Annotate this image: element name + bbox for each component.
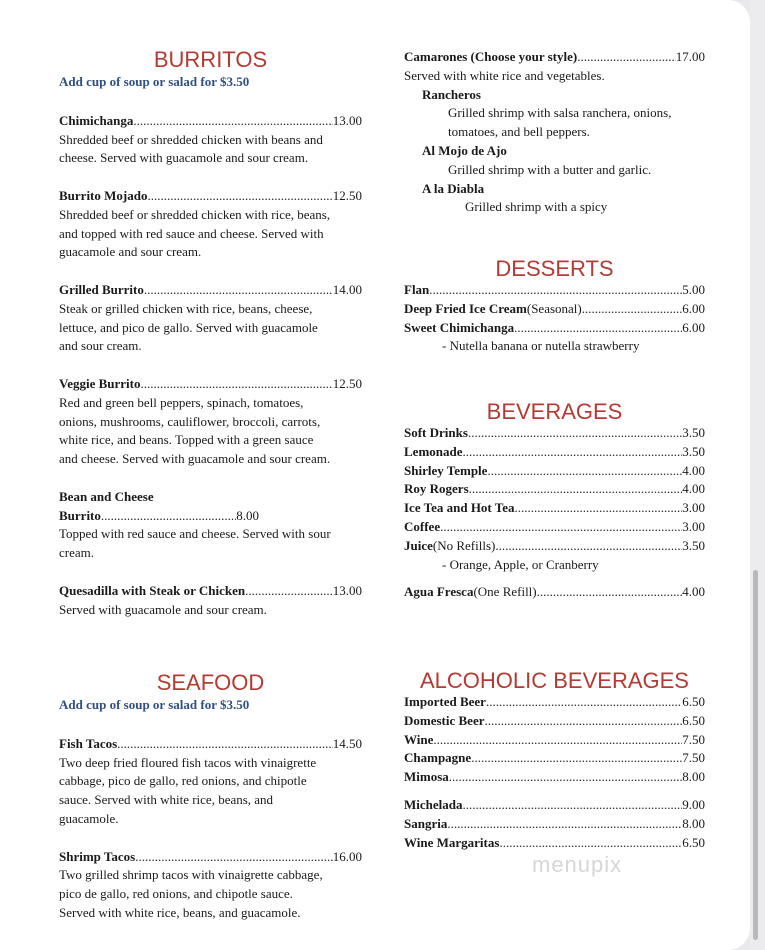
item-price: 14.00 <box>332 281 362 297</box>
menu-item <box>404 480 705 499</box>
menu-item-row <box>404 731 705 750</box>
item-group <box>404 796 705 852</box>
dot-leader <box>537 583 683 602</box>
item-price: 6.00 <box>682 319 705 335</box>
item-description: cream. <box>59 545 95 561</box>
item-price: 4.00 <box>682 584 705 600</box>
item-group <box>404 693 705 787</box>
dot-leader <box>515 499 683 518</box>
item-description: cabbage, pico de gallo, red onions, and chipotle <box>59 773 307 789</box>
menu-item-row <box>404 518 705 537</box>
item-price: 12.50 <box>332 187 362 203</box>
menu-item <box>59 375 362 469</box>
item-name: Ice Tea and Hot Tea <box>404 500 515 516</box>
item-note: - Nutella banana or nutella strawberry <box>442 338 640 354</box>
dot-leader <box>487 462 682 481</box>
menu-item <box>404 749 705 768</box>
item-name: Deep Fried Ice Cream <box>404 300 527 316</box>
item-price: 6.50 <box>682 694 705 709</box>
item-price: 17.00 <box>675 49 705 64</box>
item-price: 16.00 <box>332 848 362 864</box>
menu-item <box>404 300 705 319</box>
menu-item <box>404 712 705 731</box>
item-description: cheese. Served with guacamole and sour cream. <box>59 150 309 166</box>
item-description: onions, mushrooms, cauliflower, broccoli, carrots, <box>59 413 321 429</box>
menu-item <box>404 815 705 834</box>
item-description: Shredded beef or shredded chicken with beans and <box>59 131 323 147</box>
scrollbar-thumb[interactable] <box>753 570 758 940</box>
item-name: Camarones (Choose your style) <box>404 49 578 64</box>
item-name: Mimosa <box>404 769 449 785</box>
dot-leader <box>117 735 333 754</box>
section-heading: ALCOHOLIC BEVERAGES <box>420 668 689 693</box>
item-price: 6.50 <box>682 712 705 728</box>
menu-item-row <box>404 499 705 518</box>
menu-item <box>404 537 705 575</box>
item-description: lettuce, and pico de gallo. Served with guacamole <box>59 319 318 335</box>
item-description: Topped with red sauce and cheese. Served with sour <box>59 526 331 542</box>
menu-item-row <box>404 443 705 462</box>
item-name: Grilled Burrito <box>59 281 144 297</box>
item-note: - Orange, Apple, or Cranberry <box>442 556 599 572</box>
menu-item <box>404 499 705 518</box>
item-price: 9.00 <box>682 796 705 812</box>
section-heading: BURRITOS <box>153 47 268 72</box>
dot-leader <box>449 768 682 787</box>
item-price: 13.00 <box>332 582 362 598</box>
item-price: 8.00 <box>682 769 705 785</box>
item-price: 8.00 <box>682 815 705 831</box>
variant-description: Grilled shrimp with a spicy <box>465 199 608 215</box>
item-note: (Seasonal) <box>526 300 582 316</box>
item-name: Flan <box>404 282 430 297</box>
item-price: 4.00 <box>682 481 705 497</box>
menu-item-row <box>59 735 362 754</box>
variant-description: Grilled shrimp with a butter and garlic. <box>448 161 652 177</box>
item-price: 6.00 <box>682 300 705 316</box>
item-price: 3.50 <box>682 443 705 459</box>
menu-item-row <box>404 815 705 834</box>
item-name: Veggie Burrito <box>59 375 141 391</box>
item-description: and cheese. Served with guacamole and sour cream. <box>59 451 331 467</box>
menu-item-row <box>59 281 362 300</box>
dot-leader <box>447 815 682 834</box>
menu-item <box>404 48 705 217</box>
item-name: Agua Fresca <box>404 584 474 600</box>
menu-section-desserts <box>404 256 705 365</box>
menu-item-row <box>404 537 705 556</box>
menu-item-row <box>404 768 705 787</box>
menu-item-row <box>404 424 705 443</box>
dot-leader <box>468 424 682 443</box>
item-description: guacamole and sour cream. <box>59 244 202 260</box>
menu-item-row <box>404 48 705 67</box>
dot-leader <box>463 443 683 462</box>
item-description: Served with guacamole and sour cream. <box>59 601 267 617</box>
menu-item <box>59 112 362 168</box>
menu-section-burritos <box>59 47 362 638</box>
item-description: and sour cream. <box>59 338 142 354</box>
dot-leader <box>471 749 682 768</box>
item-name: Sweet Chimichanga <box>404 319 515 335</box>
item-price: 12.50 <box>332 375 362 391</box>
dot-leader <box>469 480 683 499</box>
item-price: 7.50 <box>682 731 705 747</box>
menu-section-beverages <box>404 399 705 611</box>
item-description: Two deep fried floured fish tacos with vinaigrette <box>59 754 317 770</box>
item-description: Steak or grilled chicken with rice, beans, cheese, <box>59 300 313 316</box>
menu-item-row <box>59 582 362 601</box>
item-description: guacamole. <box>59 810 119 826</box>
menu-item <box>404 319 705 357</box>
menu-item <box>404 768 705 787</box>
menu-section-camarones <box>404 48 705 236</box>
item-name-first: Bean and Cheese <box>59 488 154 504</box>
item-name: Burrito <box>59 507 101 523</box>
section-heading: BEVERAGES <box>486 399 623 424</box>
item-note: (No Refills) <box>432 537 496 553</box>
menu-item <box>59 187 362 262</box>
dot-leader <box>495 537 682 556</box>
menu-item-row <box>404 834 705 853</box>
menu-item-row <box>404 749 705 768</box>
menu-item <box>404 518 705 537</box>
menu-item <box>404 424 705 443</box>
dot-leader <box>147 187 332 206</box>
item-description: Red and green bell peppers, spinach, tomatoes, <box>59 394 304 410</box>
item-description: and topped with red sauce and cheese. Served with <box>59 225 324 241</box>
item-description: Shredded beef or shredded chicken with rice, beans, <box>59 206 331 222</box>
dot-leader <box>582 300 683 319</box>
variant-description: Grilled shrimp with salsa ranchera, onions, <box>448 105 672 121</box>
menu-item <box>404 462 705 481</box>
dot-leader <box>514 319 682 338</box>
section-heading: SEAFOOD <box>156 670 265 695</box>
item-name: Shirley Temple <box>404 462 488 478</box>
dot-leader <box>245 582 333 601</box>
variant-name: Al Mojo de Ajo <box>422 142 507 158</box>
item-name: Lemonade <box>404 443 463 459</box>
menu-item <box>404 443 705 462</box>
menu-section-alcoholic-beverages <box>404 668 705 861</box>
item-group <box>404 281 705 356</box>
dot-leader <box>133 112 332 131</box>
item-price: 6.50 <box>682 834 705 850</box>
dot-leader <box>485 712 683 731</box>
item-name: Chimichanga <box>59 112 134 128</box>
menu-item <box>59 488 362 563</box>
item-price: 5.00 <box>682 282 705 297</box>
item-name: Fish Tacos <box>59 735 118 751</box>
item-price: 4.00 <box>682 462 705 478</box>
item-price: 3.50 <box>682 425 705 440</box>
item-name: Domestic Beer <box>404 712 485 728</box>
menupix-watermark: menupix <box>532 852 623 877</box>
menu-item-row <box>404 462 705 481</box>
dot-leader <box>433 731 682 750</box>
menu-item-row <box>404 583 705 602</box>
item-price: 3.50 <box>682 537 705 553</box>
menu-item-row <box>404 300 705 319</box>
section-heading: DESSERTS <box>495 256 614 281</box>
menu-item-row <box>59 848 362 867</box>
variant-name: A la Diabla <box>422 180 485 196</box>
item-price: 3.00 <box>682 500 705 516</box>
item-price: 3.00 <box>682 518 705 534</box>
item-name: Soft Drinks <box>404 425 468 440</box>
menu-item <box>404 731 705 750</box>
section-subtitle: Add cup of soup or salad for $3.50 <box>59 74 250 89</box>
variant-description: tomatoes, and bell peppers. <box>448 124 590 140</box>
item-name: Wine Margaritas <box>404 834 500 850</box>
menu-item <box>404 583 705 602</box>
menu-item <box>59 848 362 923</box>
item-name: Roy Rogers <box>404 481 469 497</box>
item-price: 13.00 <box>332 112 362 128</box>
item-name: Quesadilla with Steak or Chicken <box>59 582 246 598</box>
dot-leader <box>440 518 682 537</box>
item-name: Juice <box>404 537 433 553</box>
item-group <box>404 583 705 602</box>
menu-item <box>404 693 705 712</box>
dot-leader <box>577 48 676 67</box>
item-price: 8.00 <box>236 507 259 523</box>
item-name: Coffee <box>404 518 441 534</box>
item-name: Shrimp Tacos <box>59 848 136 864</box>
item-name: Champagne <box>404 750 472 766</box>
menu-item-row <box>59 187 362 206</box>
dot-leader <box>140 375 332 394</box>
menu-item-row <box>59 375 362 394</box>
dot-leader <box>101 507 236 526</box>
menu-item-row <box>404 281 705 300</box>
item-description: Served with white rice, beans, and guacamole. <box>59 904 301 920</box>
item-name: Imported Beer <box>404 694 486 709</box>
menu-item-row <box>59 507 259 526</box>
dot-leader <box>486 693 682 712</box>
menu-item <box>404 796 705 815</box>
item-name: Burrito Mojado <box>59 187 148 203</box>
item-price: 14.50 <box>332 735 362 751</box>
menu-item-row <box>404 693 705 712</box>
menu-item <box>404 281 705 300</box>
menu-item-row <box>404 796 705 815</box>
dot-leader <box>144 281 333 300</box>
item-description: Two grilled shrimp tacos with vinaigrette cabbage, <box>59 867 323 883</box>
menu-section-seafood <box>59 670 362 942</box>
menu-item <box>59 582 362 620</box>
dot-leader <box>135 848 333 867</box>
item-description: pico de gallo, red onions, and chipotle sauce. <box>59 886 293 902</box>
section-subtitle: Add cup of soup or salad for $3.50 <box>59 697 250 712</box>
item-description: sauce. Served with white rice, beans, and <box>59 792 274 808</box>
dot-leader <box>463 796 683 815</box>
menu-item-row <box>404 319 705 338</box>
menu-item-row <box>59 112 362 131</box>
menu-item-row <box>404 712 705 731</box>
menu-item <box>404 834 705 853</box>
item-name: Sangria <box>404 815 448 831</box>
item-name: Michelada <box>404 796 463 812</box>
dot-leader <box>429 281 682 300</box>
variant-name: Rancheros <box>422 86 481 102</box>
menu-item <box>59 281 362 356</box>
dot-leader <box>499 834 682 853</box>
item-description: Served with white rice and vegetables. <box>404 67 605 83</box>
menu-item <box>59 735 362 829</box>
item-name: Wine <box>404 731 434 747</box>
menu-item-row <box>404 480 705 499</box>
item-price: 7.50 <box>682 750 705 766</box>
item-group <box>404 424 705 574</box>
item-note: (One Refill) <box>473 584 537 600</box>
item-description: white rice, and beans. Topped with a green sauce <box>59 432 314 448</box>
